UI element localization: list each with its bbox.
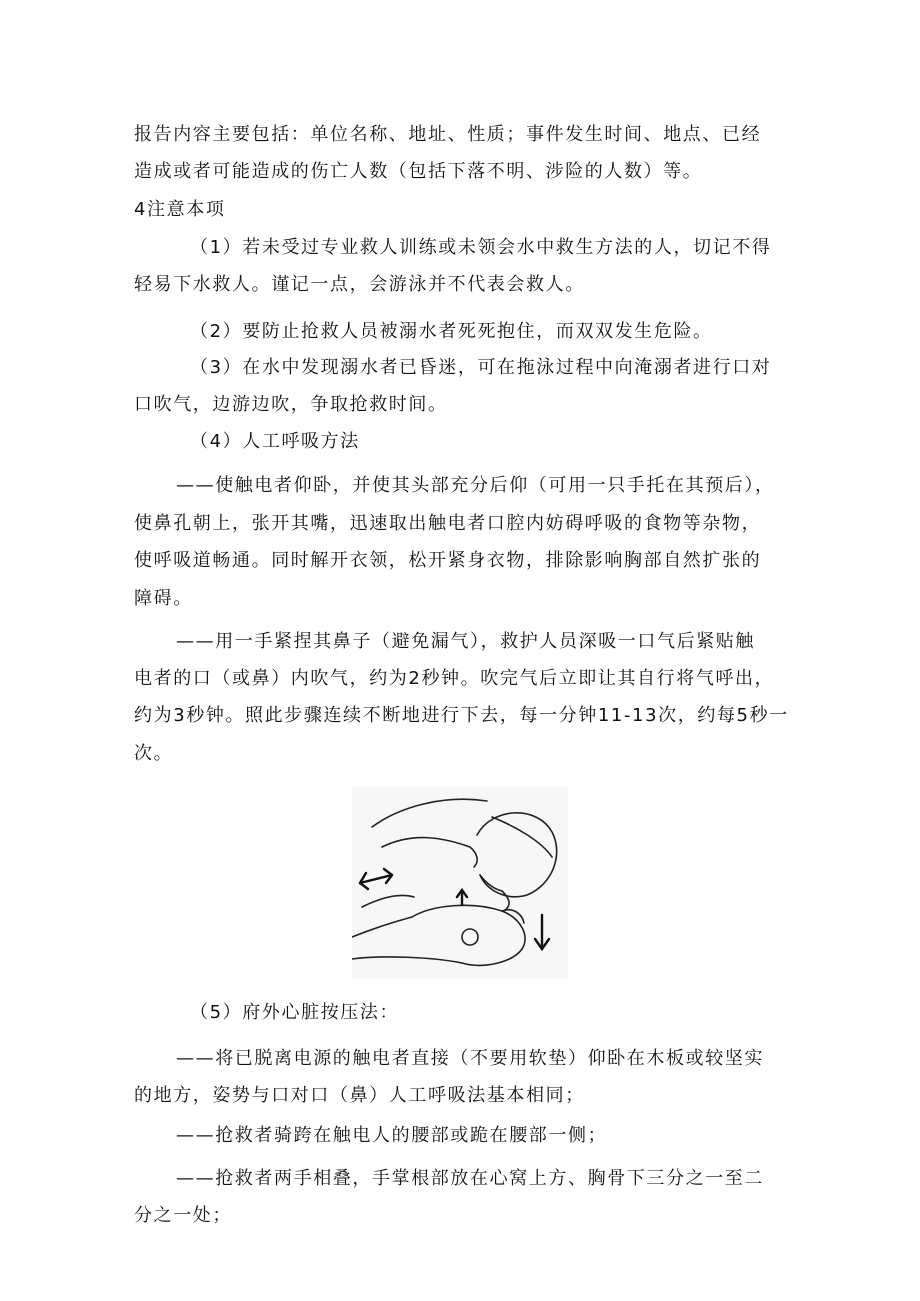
item-5: （5）府外心脏按压法： xyxy=(190,1002,400,1023)
mouth-to-mouth-illustration xyxy=(352,787,568,979)
section-heading: 4注意本项 xyxy=(134,199,226,220)
rescue-breathing-drawing xyxy=(352,787,568,979)
item-3-line-2: 口吹气，边游边吹，争取抢救时间。 xyxy=(134,394,448,415)
report-line-2: 造成或者可能造成的伤亡人数（包括下落不明、涉险的人数）等。 xyxy=(134,161,703,182)
para-2-line-2: 电者的口（或鼻）内吹气，约为2秒钟。吹完气后立即让其自行将气呼出， xyxy=(134,668,775,689)
item-2: （2）要防止抢救人员被溺水者死死抱住，而双双发生危险。 xyxy=(190,321,713,342)
report-line-1: 报告内容主要包括：单位名称、地址、性质；事件发生时间、地点、已经 xyxy=(134,124,762,145)
para-1-line-2: 使鼻孔朝上，张开其嘴，迅速取出触电者口腔内妨碍呼吸的食物等杂物， xyxy=(134,513,762,534)
para-1-line-4: 障碍。 xyxy=(134,588,193,609)
para-2-line-4: 次。 xyxy=(134,743,174,764)
item-1-line-1: （1）若未受过专业救人训练或未领会水中救生方法的人，切记不得 xyxy=(190,237,772,258)
para-5-line-1: ——抢救者两手相叠，手掌根部放在心窝上方、胸骨下三分之一至二 xyxy=(176,1168,764,1189)
para-5-line-2: 分之一处； xyxy=(134,1205,232,1226)
item-4: （4）人工呼吸方法 xyxy=(190,431,360,452)
para-3-line-1: ——将已脱离电源的触电者直接（不要用软垫）仰卧在木板或较坚实 xyxy=(176,1048,764,1069)
para-1-line-3: 使呼吸道畅通。同时解开衣领，松开紧身衣物，排除影响胸部自然扩张的 xyxy=(134,550,762,571)
para-3-line-2: 的地方，姿势与口对口（鼻）人工呼吸法基本相同； xyxy=(134,1085,585,1106)
para-4: ——抢救者骑跨在触电人的腰部或跪在腰部一侧； xyxy=(176,1125,608,1146)
item-3-line-1: （3）在水中发现溺水者已昏迷，可在拖泳过程中向淹溺者进行口对 xyxy=(190,357,772,378)
para-2-line-3: 约为3秒钟。照此步骤连续不断地进行下去，每一分钟11-13次，约每5秒一 xyxy=(134,705,789,726)
item-1-line-2: 轻易下水救人。谨记一点，会游泳并不代表会救人。 xyxy=(134,274,585,295)
para-1-line-1: ——使触电者仰卧，并使其头部充分后仰（可用一只手托在其预后）， xyxy=(176,475,775,496)
para-2-line-1: ——用一手紧捏其鼻子（避免漏气），救护人员深吸一口气后紧贴触 xyxy=(176,631,755,652)
